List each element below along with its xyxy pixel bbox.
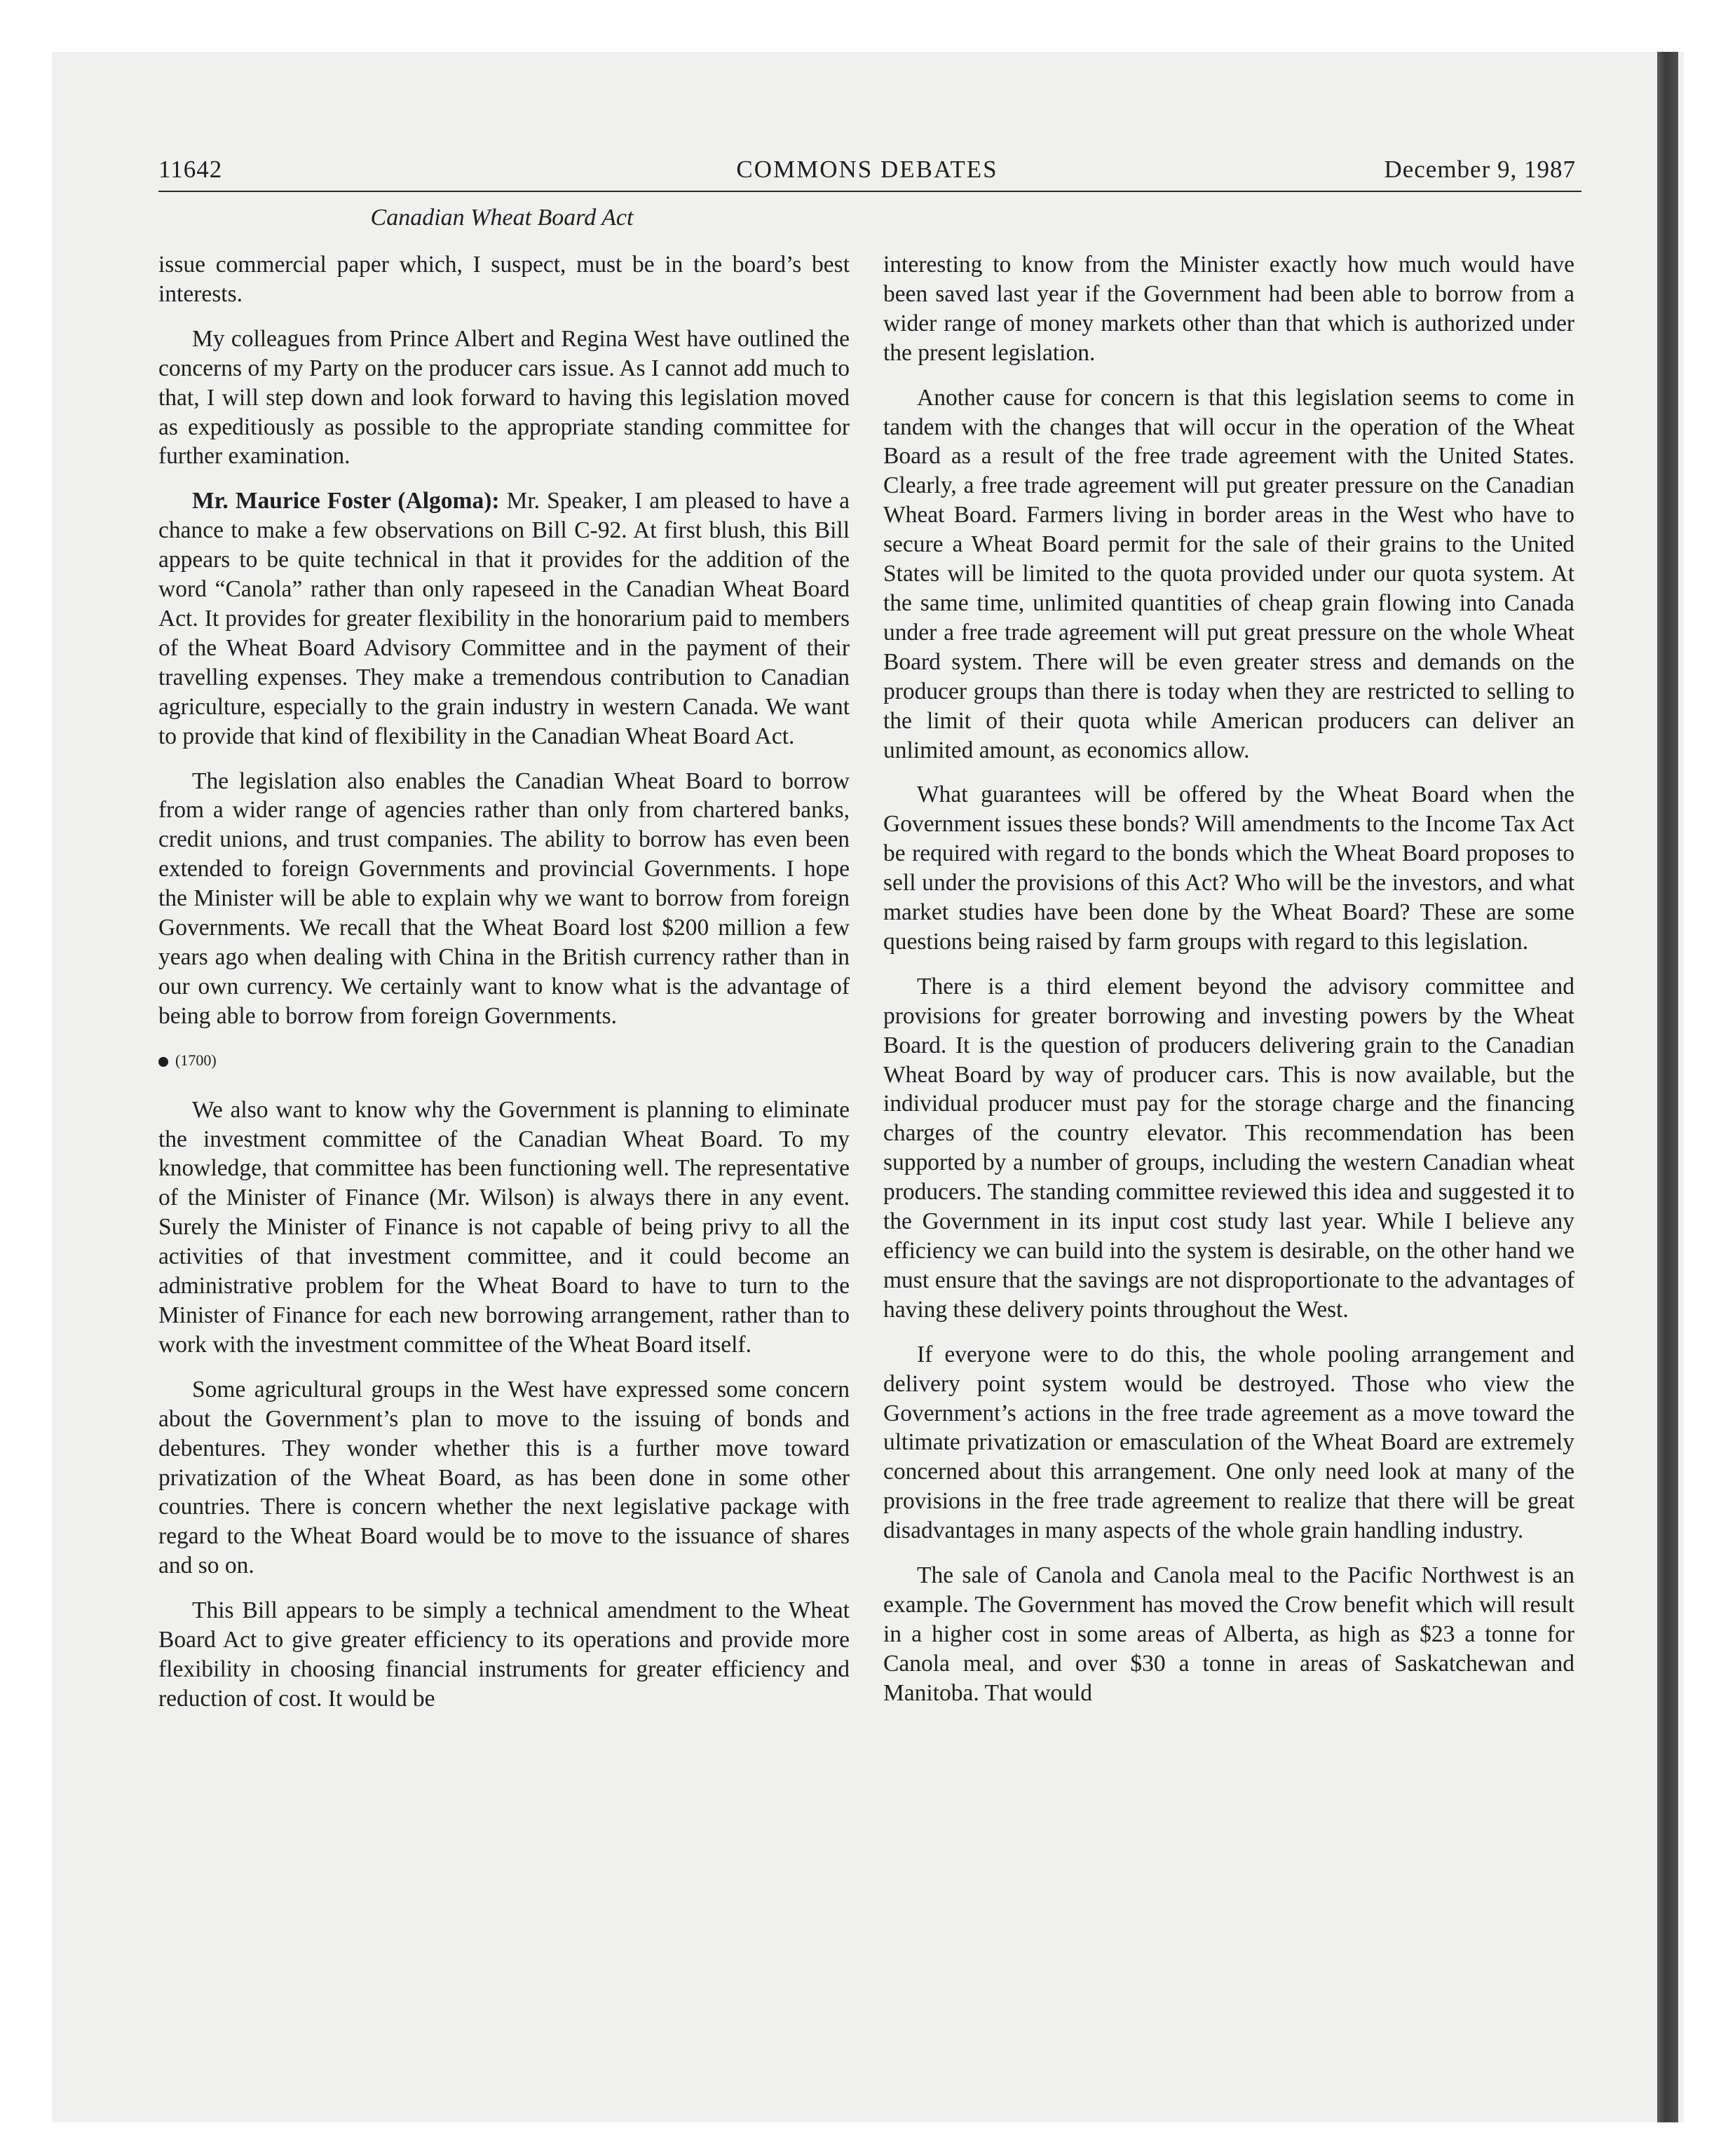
page-number: 11642	[158, 156, 223, 183]
paragraph: Another cause for concern is that this legislation seems to come in tandem with the changes that will occur in the operation of the Wheat Board as a result of the free trade agreement with the United States. Clearly, a free trade agreement will put greater pressure on the Canadian Wheat Board. Farmers living in border areas in the West who have to secure a Wheat Board permit for the sale of their grains to the United States will be limited to the quota provided under our quota system. At the same time, unlimited quantities of cheap grain flowing into Canada under a free trade agreement will put great pressure on the whole Wheat Board system. There will be even greater stress and demands on the producer groups than there is today when they are restricted to selling to the limit of their quota while American producers can deliver an unlimited amount, as economics allow.	[883, 384, 1574, 763]
bullet-icon	[158, 1057, 168, 1067]
paragraph: We also want to know why the Government is planning to eliminate the investment committee of the Canadian Wheat Board. To my knowledge, that committee has been functioning well. The representative of the Minister of Finance (Mr. Wilson) is always there in any event. Surely the Minister of Finance is not capable of being privy to all the activities of that investment committee, and it could become an administrative problem for the Wheat Board to have to turn to the Minister of Finance for each new borrowing arrangement, rather than to work with the investment committee of the Wheat Board itself.	[158, 1096, 850, 1358]
debate-date: December 9, 1987	[1384, 156, 1576, 183]
paragraph: The sale of Canola and Canola meal to the Pacific Northwest is an example. The Government has moved the Crow benefit which will result in a higher cost in some areas of Alberta, as high as $23 a tonne for Canola meal, and over $30 a tonne in areas of Saskatchewan and Manitoba. That would	[883, 1562, 1574, 1706]
paragraph: interesting to know from the Minister exactly how much would have been saved last year if the Government had been able to borrow from a wider range of money markets other than that which is authorized under the present legislation.	[883, 252, 1574, 366]
time-marker-text: (1700)	[175, 1051, 217, 1069]
speech-paragraph	[158, 486, 850, 751]
speech-text: Mr. Speaker, I am pleased to have a chance to make a few observations on Bill C-92. At first blush, this Bill appears to be quite technical in that it provides for the addition of the word “Canola” rather than only rapeseed in the Canadian Wheat Board Act. It provides for greater flexibility in the honorarium paid to members of the Wheat Board Advisory Committee and in the payment of their travelling expenses. They make a tremendous contribution to Canadian agriculture, especially to the grain industry in western Canada. We want to provide that kind of flexibility in the Canadian Wheat Board Act.	[158, 488, 850, 749]
paragraph: If everyone were to do this, the whole pooling arrangement and delivery point system would be destroyed. Those who view the Government’s actions in the free trade agreement as a move toward the ultimate privatization or emasculation of the Wheat Board are extremely concerned about this arrangement. One only need look at many of the provisions in the free trade agreement to realize that there will be great disadvantages in many aspects of the whole grain handling industry.	[883, 1341, 1574, 1544]
paragraph: Some agricultural groups in the West have expressed some concern about the Government’s plan to move to the issuing of bonds and debentures. They wonder whether this is a further move toward privatization of the Wheat Board, as has been done in some other countries. There is concern whether the next legislative package with regard to the Wheat Board would be to move to the issuance of shares and so on.	[158, 1376, 850, 1579]
right-column	[883, 250, 1574, 1724]
running-title: Canadian Wheat Board Act	[370, 205, 634, 231]
paragraph: issue commercial paper which, I suspect, must be in the board’s best interests.	[158, 252, 850, 307]
header-rule	[158, 191, 1581, 192]
speaker-name: Mr. Maurice Foster (Algoma):	[192, 488, 500, 514]
page-header	[158, 156, 1576, 188]
paragraph: There is a third element beyond the advisory committee and provisions for greater borrowing and investing powers by the Wheat Board. It is the question of producers delivering grain to the Canadian Wheat Board by way of producer cars. This is now available, but the individual producer must pay for the storage charge and the financing charges of the country elevator. This recommendation has been supported by a number of groups, including the western Canadian wheat producers. The standing committee reviewed this idea and suggested it to the Government in its input cost study last year. While I believe any efficiency we can build into the system is desirable, on the other hand we must ensure that the savings are not disproportionate to the advantages of having these delivery points throughout the West.	[883, 973, 1574, 1323]
paragraph: The legislation also enables the Canadian Wheat Board to borrow from a wider range of agencies rather than only from chartered banks, credit unions, and trust companies. The ability to borrow has even been extended to foreign Governments and provincial Governments. I hope the Minister will be able to explain why we want to borrow from foreign Governments. We recall that the Wheat Board lost $200 million a few years ago when dealing with China in the British currency rather than in our own currency. We certainly want to know what is the advantage of being able to borrow from foreign Governments.	[158, 767, 850, 1029]
publication-title: COMMONS DEBATES	[736, 156, 998, 183]
time-marker	[158, 1046, 850, 1074]
scan-edge-shadow	[1657, 52, 1678, 2122]
paragraph: My colleagues from Prince Albert and Regina West have outlined the concerns of my Party on the producer cars issue. As I cannot add much to that, I will step down and look forward to having this legislation moved as expeditiously as possible to the appropriate standing committee for further examination.	[158, 325, 850, 470]
paragraph: What guarantees will be offered by the Wheat Board when the Government issues these bonds? Will amendments to the Income Tax Act be required with regard to the bonds which the Wheat Board proposes to sell under the provisions of this Act? Who will be the investors, and what market studies have been done by the Wheat Board? These are some questions being raised by farm groups with regard to this legislation.	[883, 782, 1574, 955]
paragraph: This Bill appears to be simply a technical amendment to the Wheat Board Act to give greater efficiency to its operations and provide more flexibility in choosing financial instruments for greater efficiency and reduction of cost. It would be	[158, 1597, 850, 1712]
left-column	[158, 250, 850, 1729]
